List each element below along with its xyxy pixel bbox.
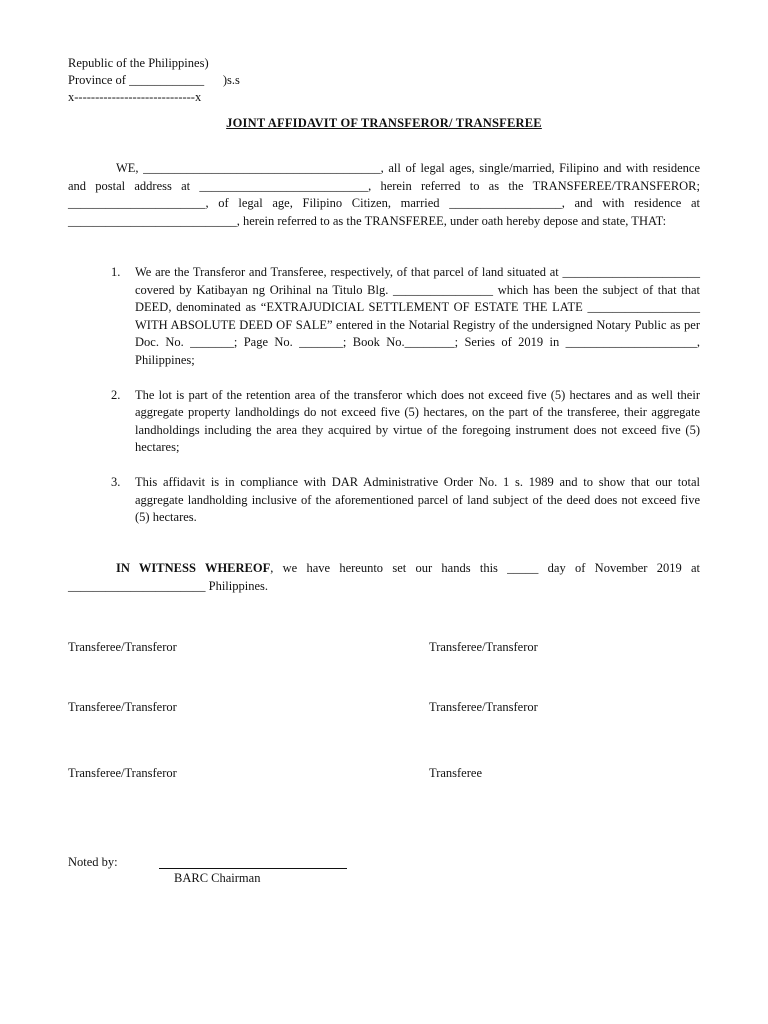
item-number: 2. <box>111 387 121 402</box>
chairman-signature-line <box>159 868 347 869</box>
item-text: The lot is part of the retention area of the transferor which does not exceed five (5) hectares and as well their aggregate property landholdings do not exceed five (5) hectares, on the part of the transferee, their aggregate landholdings including the area they acquired by virtue of the foregoing instrument does not exceed five (5) hectares; <box>135 387 700 455</box>
signature-left-1: Transferee/Transferor <box>68 640 177 654</box>
item-text: This affidavit is in compliance with DAR Administrative Order No. 1 s. 1989 and to show that our total aggregate landholding inclusive of the aforementioned parcel of land subject of the deed does not exceed five (5) hectares. <box>135 474 700 525</box>
republic-line: Republic of the Philippines) <box>68 56 209 70</box>
intro-paragraph: WE, ______________________________________, all of legal ages, single/married, Filipino and with residence and postal address at ___________________________, herein referred to as the TRANSFEREE/TRANSFEROR; ______________________, of legal age, Filipino Citizen, married __________________, and with residence at ___________________________, herein referred to as the TRANSFEREE, under oath hereby depose and state, THAT: <box>68 161 700 228</box>
ss-label: )s.s <box>204 73 240 87</box>
item-number: 1. <box>111 265 121 279</box>
document-title: JOINT AFFIDAVIT OF TRANSFEROR/ TRANSFEREE <box>226 116 542 130</box>
province-label: Province of <box>68 73 130 87</box>
statement-list <box>111 264 700 544</box>
item-text: We are the Transferor and Transferee, respectively, of that parcel of land situated at ______________________ covered by Katibayan ng Orihinal na Titulo Blg. ________________ which has been the subject of that that DEED, denominated as “EXTRAJUDICIAL SETTLEMENT OF ESTATE THE LATE __________________ WITH ABSOLUTE DEED OF SALE” entered in the Notarial Registry of the undersigned Notary Public as per Doc. No. _______; Page No. _______; Book No.________; Series of 2019 in _____________________, Philippines; <box>135 265 700 367</box>
province-blank: ____________ <box>129 73 205 87</box>
separator-line: x-----------------------------x <box>68 90 202 104</box>
noted-by-label: Noted by: <box>68 855 118 869</box>
chairman-title: BARC Chairman <box>174 871 261 885</box>
statement-item <box>111 264 700 370</box>
signature-left-3: Transferee/Transferor <box>68 766 177 780</box>
witness-heading: IN WITNESS WHEREOF <box>116 561 271 575</box>
signature-left-2: Transferee/Transferor <box>68 700 177 714</box>
item-number: 3. <box>111 474 121 489</box>
signature-right-3: Transferee <box>429 766 482 780</box>
witness-text: , we have hereunto set our hands this _____ day of November 2019 at ______________________ Philippines. <box>68 561 700 593</box>
signature-right-2: Transferee/Transferor <box>429 700 538 714</box>
signature-right-1: Transferee/Transferor <box>429 640 538 654</box>
statement-item <box>111 387 700 457</box>
witness-paragraph <box>68 560 700 595</box>
statement-item <box>111 474 700 527</box>
province-line <box>68 72 240 89</box>
venue-header <box>68 55 240 106</box>
